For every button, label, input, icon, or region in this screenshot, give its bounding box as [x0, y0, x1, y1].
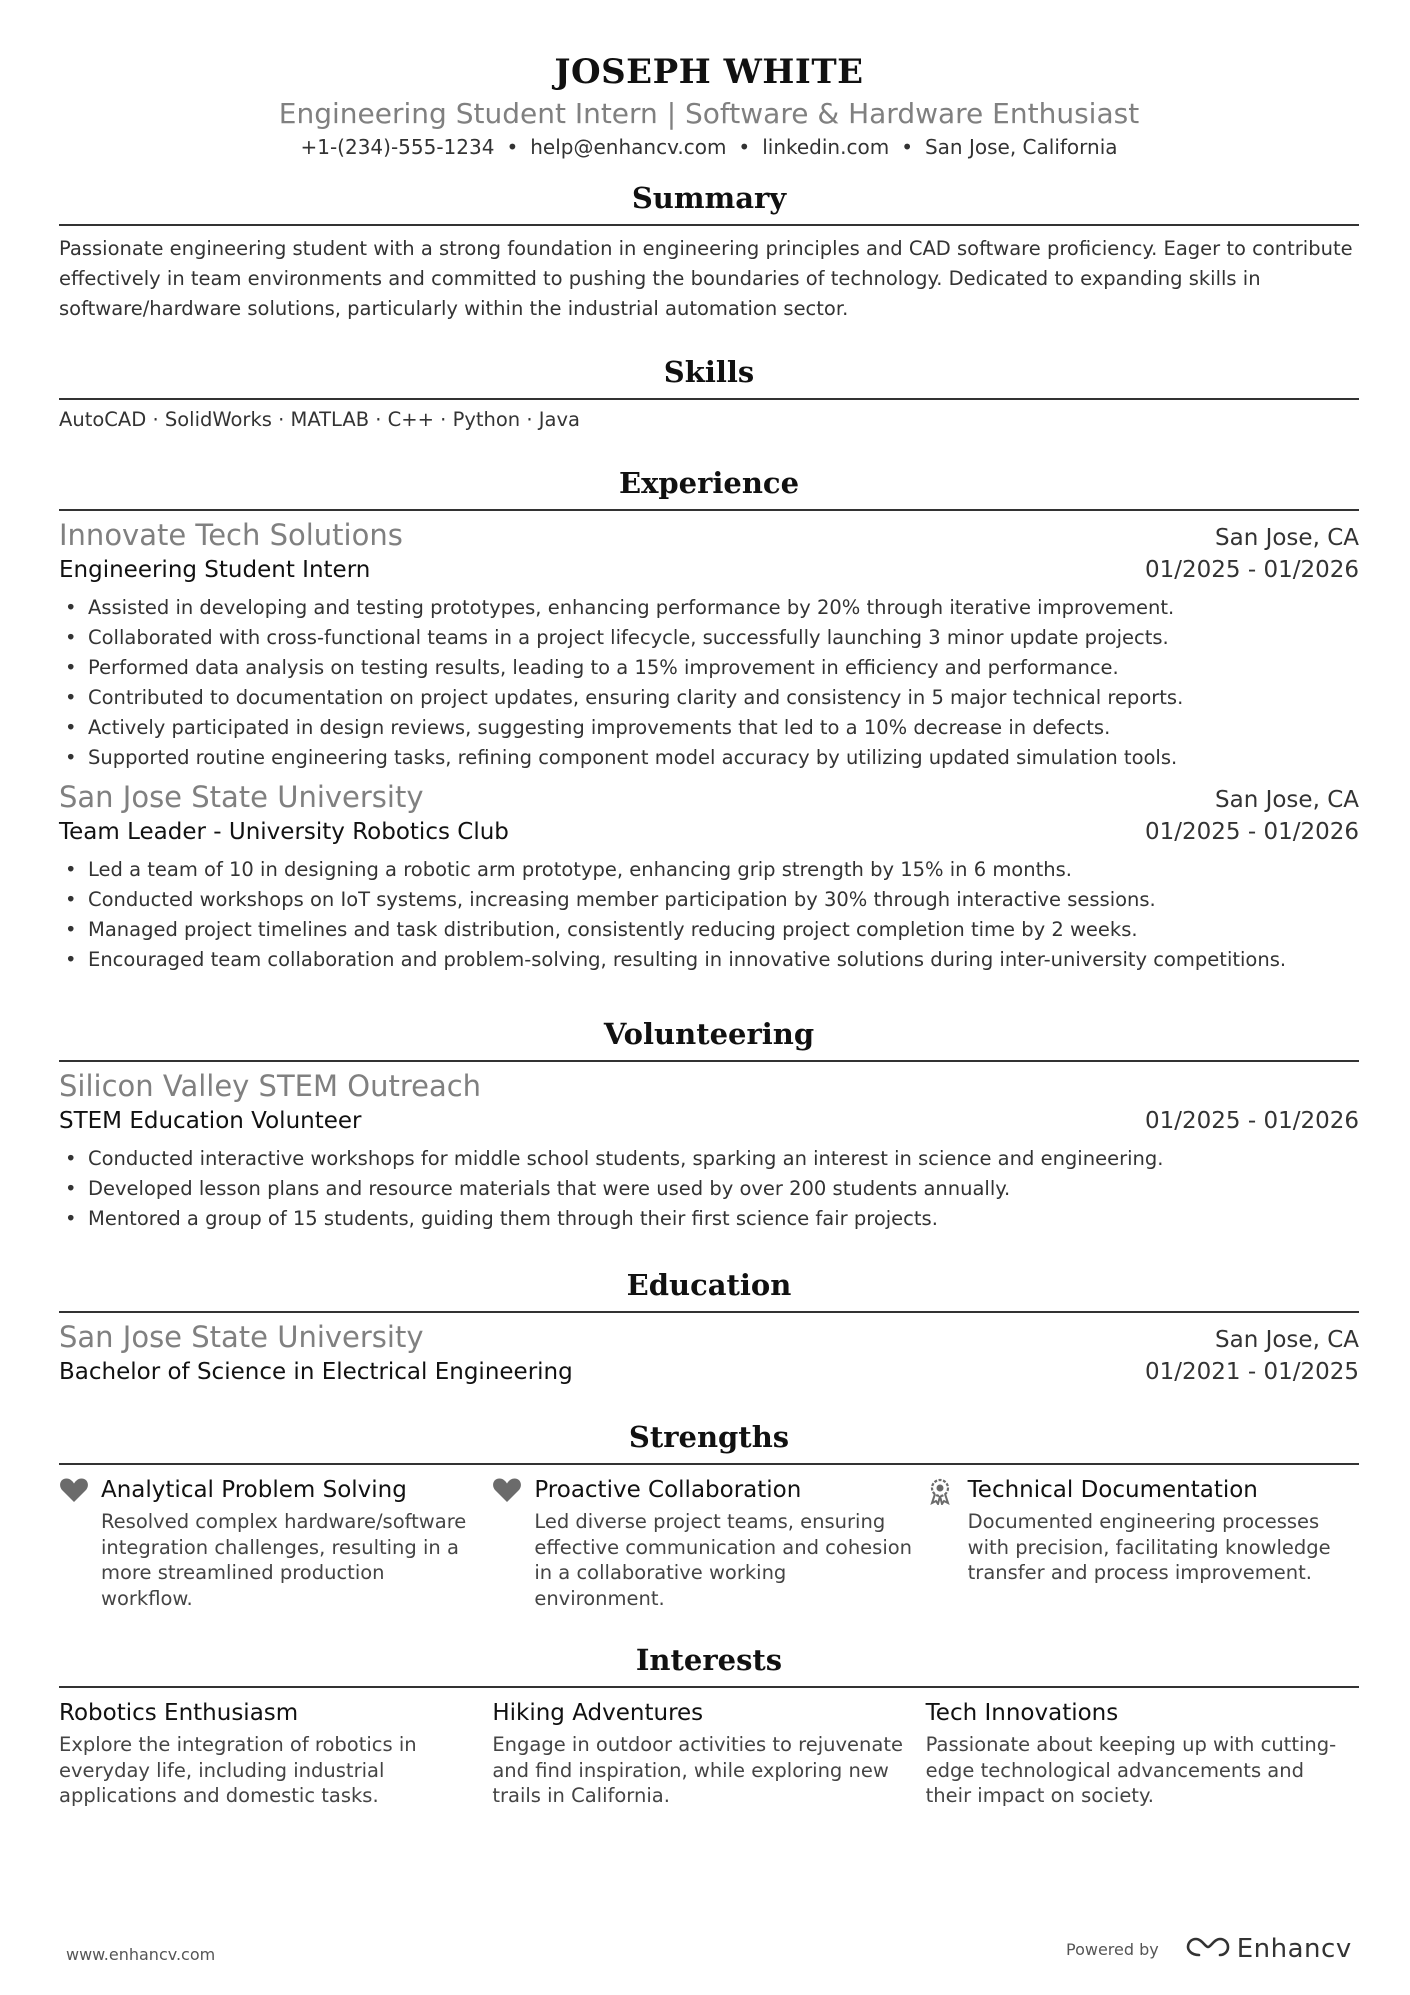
section-title-skills: Skills: [59, 354, 1359, 400]
interest-title: Tech Innovations: [925, 1700, 1119, 1726]
interest-item: [59, 1698, 492, 1809]
interest-title: Hiking Adventures: [492, 1700, 704, 1726]
experience-org: San Jose State University: [59, 780, 424, 814]
interest-text: Explore the integration of robotics in everyday life, including industrial applications and domestic tasks.: [59, 1733, 417, 1807]
strength-title: Analytical Problem Solving: [101, 1477, 407, 1503]
contact-line: [59, 134, 1359, 160]
strength-text: Documented engineering processes with precision, facilitating knowledge transfer and process improvement.: [967, 1510, 1331, 1584]
education-dates: 01/2021 - 01/2025: [1144, 1359, 1359, 1385]
bullet-item: • Developed lesson plans and resource materials that were used by over 200 students annually.: [88, 1174, 1359, 1204]
section-title-interests: Interests: [59, 1642, 1359, 1688]
award-ribbon-icon: [926, 1475, 968, 1611]
strength-title: Proactive Collaboration: [534, 1477, 802, 1503]
experience-section: [59, 465, 1359, 975]
enhancv-logo-icon: [1185, 1935, 1231, 1963]
volunteering-org: Silicon Valley STEM Outreach: [59, 1069, 482, 1103]
bullet-item: • Conducted interactive workshops for middle school students, sparking an interest in science and engineering.: [88, 1144, 1359, 1174]
separator-dot: •: [506, 135, 519, 159]
interest-item: [492, 1698, 925, 1809]
experience-role: Team Leader - University Robotics Club: [59, 819, 509, 845]
bullet-item: • Actively participated in design reviews, suggesting improvements that led to a 10% decrease in defects.: [88, 713, 1359, 743]
heart-icon: [492, 1475, 534, 1611]
footer-branding: [1066, 1934, 1352, 1964]
skills-section: [59, 354, 1359, 434]
brand-name[interactable]: Enhancv: [1236, 1934, 1352, 1964]
volunteering-role: STEM Education Volunteer: [59, 1108, 362, 1134]
separator-dot: •: [901, 135, 913, 159]
education-location: San Jose, CA: [1215, 1327, 1359, 1353]
education-entry: [59, 1319, 1359, 1389]
experience-bullets: [59, 593, 1359, 773]
section-title-volunteering: Volunteering: [59, 1016, 1359, 1062]
candidate-name: JOSEPH WHITE: [554, 52, 864, 92]
separator-dot: •: [738, 135, 751, 159]
experience-location: San Jose, CA: [1215, 525, 1359, 551]
contact-email[interactable]: help@enhancv.com: [530, 135, 727, 159]
section-title-summary: Summary: [59, 180, 1359, 226]
candidate-tagline: Engineering Student Intern | Software & Hardware Enthusiast: [278, 97, 1140, 130]
strengths-section: [59, 1419, 1359, 1611]
bullet-item: • Conducted workshops on IoT systems, increasing member participation by 30% through interactive sessions.: [88, 885, 1359, 915]
strength-title: Technical Documentation: [967, 1477, 1258, 1503]
interest-text: Passionate about keeping up with cutting-edge technological advancements and their impact on society.: [925, 1733, 1337, 1807]
interest-text: Engage in outdoor activities to rejuvenate and find inspiration, while exploring new trails in California.: [492, 1733, 904, 1807]
summary-section: [59, 180, 1359, 324]
skills-list: AutoCAD · SolidWorks · MATLAB · C++ · Python · Java: [59, 408, 580, 431]
section-title-education: Education: [59, 1267, 1359, 1313]
bullet-item: • Assisted in developing and testing prototypes, enhancing performance by 20% through iterative improvement.: [88, 593, 1359, 623]
volunteering-entry: [59, 1068, 1359, 1234]
experience-org: Innovate Tech Solutions: [59, 518, 403, 552]
strength-item: [59, 1475, 492, 1611]
contact-location: San Jose, California: [924, 135, 1118, 159]
summary-text: Passionate engineering student with a strong foundation in engineering principles and CAD software proficiency. Eager to contribute effectively in team environments and committed to pushing the boundaries of technology. Dedicated to expanding skills in software/hardware solutions, particularly within the industrial automation sector.: [59, 237, 1353, 320]
powered-by-label: Powered by: [1066, 1939, 1159, 1959]
experience-dates: 01/2025 - 01/2026: [1144, 819, 1359, 845]
footer-website[interactable]: www.enhancv.com: [66, 1945, 216, 1964]
bullet-item: • Managed project timelines and task distribution, consistently reducing project completion time by 2 weeks.: [88, 915, 1359, 945]
resume-page: [59, 0, 1359, 1807]
education-school: San Jose State University: [59, 1320, 424, 1354]
experience-entry: [59, 779, 1359, 975]
bullet-item: • Supported routine engineering tasks, refining component model accuracy by utilizing updated simulation tools.: [88, 743, 1359, 773]
contact-phone[interactable]: +1-(234)-555-1234: [300, 135, 495, 159]
volunteering-section: [59, 1016, 1359, 1234]
resume-header: [59, 52, 1359, 160]
interest-title: Robotics Enthusiasm: [59, 1700, 299, 1726]
volunteering-bullets: [59, 1144, 1359, 1234]
strength-item: [492, 1475, 925, 1611]
experience-dates: 01/2025 - 01/2026: [1144, 557, 1359, 583]
section-title-strengths: Strengths: [59, 1419, 1359, 1465]
experience-bullets: [59, 855, 1359, 975]
bullet-item: • Led a team of 10 in designing a robotic arm prototype, enhancing grip strength by 15% in 6 months.: [88, 855, 1359, 885]
section-title-experience: Experience: [59, 465, 1359, 511]
strength-item: [926, 1475, 1359, 1611]
experience-location: San Jose, CA: [1215, 787, 1359, 813]
contact-linkedin[interactable]: linkedin.com: [762, 135, 890, 159]
education-degree: Bachelor of Science in Electrical Engineering: [59, 1359, 573, 1385]
experience-role: Engineering Student Intern: [59, 557, 371, 583]
bullet-item: • Performed data analysis on testing results, leading to a 15% improvement in efficiency and performance.: [88, 653, 1359, 683]
bullet-item: • Contributed to documentation on project updates, ensuring clarity and consistency in 5 major technical reports.: [88, 683, 1359, 713]
bullet-item: • Encouraged team collaboration and problem-solving, resulting in innovative solutions during inter-university competitions.: [88, 945, 1359, 975]
experience-entry: [59, 517, 1359, 773]
bullet-item: • Mentored a group of 15 students, guiding them through their first science fair projects.: [88, 1204, 1359, 1234]
heart-icon: [59, 1475, 101, 1611]
strength-text: Resolved complex hardware/software integration challenges, resulting in a more streamlined production workflow.: [101, 1510, 467, 1610]
volunteering-dates: 01/2025 - 01/2026: [1144, 1108, 1359, 1134]
strength-text: Led diverse project teams, ensuring effective communication and cohesion in a collaborative working environment.: [534, 1510, 913, 1610]
interest-item: [926, 1698, 1359, 1809]
interests-section: [59, 1642, 1359, 1809]
education-section: [59, 1267, 1359, 1389]
bullet-item: • Collaborated with cross-functional teams in a project lifecycle, successfully launching 3 minor update projects.: [88, 623, 1359, 653]
